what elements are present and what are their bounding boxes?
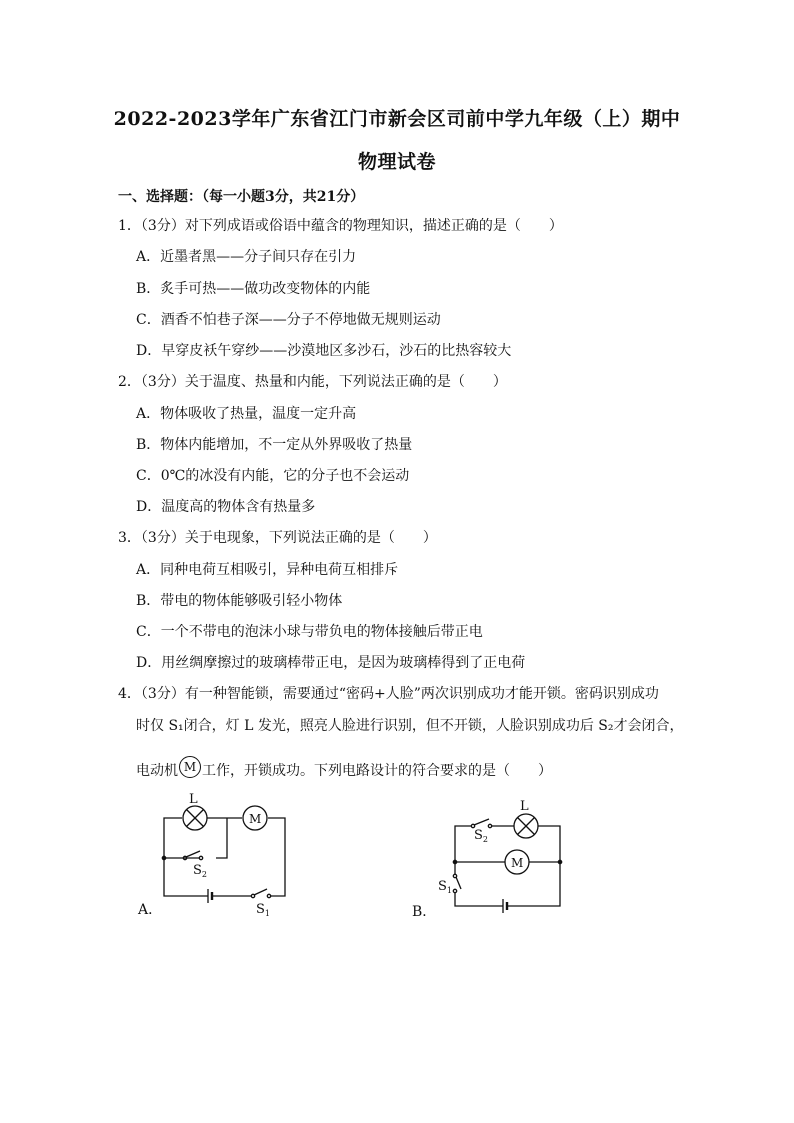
circuit-a — [162, 806, 285, 903]
paper-title-line2: 物理试卷 — [357, 151, 436, 173]
question-3-stem: 3．（3分）关于电现象，下列说法正确的是（ ） — [118, 530, 437, 546]
s1-main: S — [256, 902, 265, 917]
circuit-b-motor-label: M — [511, 856, 524, 870]
s2-sub: 2 — [482, 835, 488, 844]
lamp-icon — [183, 806, 207, 830]
circuit-a-labels — [137, 792, 270, 918]
question-3-option-a: A．同种电荷互相吸引，异种电荷互相排斥 — [136, 562, 399, 578]
question-4-line2: 时仅 S₁闭合，灯 L 发光，照亮人脸进行识别，但不开锁，人脸识别成功后 S₂才会闭合， — [136, 718, 684, 734]
circuit-a-s1-label — [256, 902, 270, 918]
circuit-b-s2-label — [474, 828, 488, 844]
question-4-line3-start: 电动机 — [136, 763, 178, 779]
lamp-icon — [514, 814, 538, 838]
question-2-stem: 2．（3分）关于温度、热量和内能，下列说法正确的是（ ） — [118, 374, 507, 390]
circuit-a-motor-label: M — [249, 812, 262, 826]
question-3-option-c: C．一个不带电的泡沫小球与带负电的物体接触后带正电 — [136, 624, 483, 640]
question-1-option-c: C．酒香不怕巷子深——分子不停地做无规则运动 — [136, 312, 441, 328]
s2-main: S — [474, 828, 483, 843]
circuit-a-lamp-label: L — [189, 792, 198, 807]
circuit-a-s2-label — [193, 863, 207, 879]
question-3-option-b: B．带电的物体能够吸引轻小物体 — [136, 593, 343, 609]
question-2-option-a: A．物体吸收了热量，温度一定升高 — [136, 406, 357, 422]
s1-sub: 1 — [446, 886, 452, 895]
circuit-b-option-label: B． — [412, 904, 437, 920]
s1-main: S — [438, 879, 447, 894]
s2-sub: 2 — [201, 870, 207, 879]
question-1-stem: 1．（3分）对下列成语或俗语中蕴含的物理知识，描述正确的是（ ） — [118, 218, 563, 234]
question-3-option-d: D．用丝绸摩擦过的玻璃棒带正电，是因为玻璃棒得到了正电荷 — [136, 655, 526, 671]
circuit-b-labels — [412, 799, 529, 920]
motor-symbol-icon: M — [179, 756, 201, 778]
question-1-option-a: A．近墨者黑——分子间只存在引力 — [136, 249, 357, 265]
question-2-option-d: D．温度高的物体含有热量多 — [136, 499, 316, 515]
circuit-a-option-label: A． — [138, 902, 163, 918]
circuit-b-lamp-label: L — [520, 799, 529, 814]
paper-title-line1: 2022-2023学年广东省江门市新会区司前中学九年级（上）期中 — [113, 108, 681, 130]
question-2-option-b: B．物体内能增加，不一定从外界吸收了热量 — [136, 437, 413, 453]
circuit-b-s1-label — [438, 879, 452, 895]
question-1-option-b: B．炙手可热——做功改变物体的内能 — [136, 281, 371, 297]
s2-main: S — [193, 863, 202, 878]
question-4-line3-end: 工作，开锁成功。下列电路设计的符合要求的是（ ） — [202, 763, 552, 779]
section-heading: 一、选择题：（每一小题3分，共21分） — [118, 189, 365, 205]
question-2-option-c: C．0℃的冰没有内能，它的分子也不会运动 — [136, 468, 410, 484]
question-4-line1: 4．（3分）有一种智能锁，需要通过“密码+人脸”两次识别成功才能开锁。密码识别成功 — [118, 686, 659, 702]
circuit-b — [453, 814, 561, 913]
s1-sub: 1 — [264, 909, 270, 918]
question-1-option-d: D．早穿皮袄午穿纱——沙漠地区多沙石，沙石的比热容较大 — [136, 343, 512, 359]
